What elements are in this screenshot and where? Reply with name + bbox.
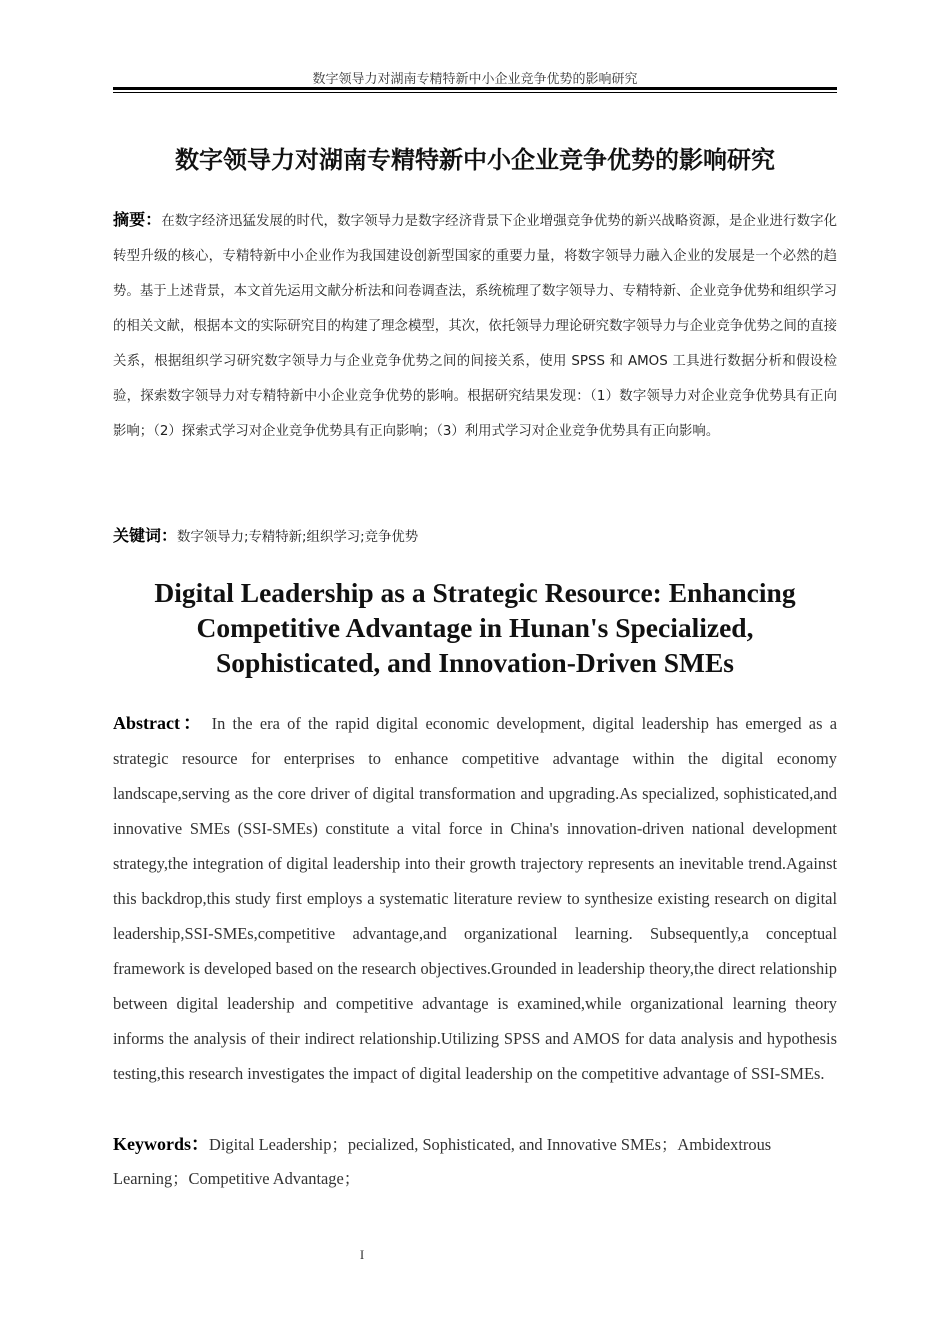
english-keywords-label: Keywords： [113, 1134, 209, 1154]
english-abstract-text: In the era of the rapid digital economic development, digital leadership has emerged as a strategic resource for enterprises to enhance competitive advantage within the digital economy landscape,serving as the core driver of digital transformation and upgrading.As specialized, sophisticated,and innovative SMEs (SSI-SMEs) constitute a vital force in China's innovation-driven national development strategy,the integration of digital leadership into their growth trajectory represents an inevitable trend.Against this backdrop,this study first employs a systematic literature review to synthesize existing research on digital leadership,SSI-SMEs,competitive advantage,and organizational learning. Subsequently,a conceptual framework is developed based on the research objectives.Grounded in leadership theory,the direct relationship between digital leadership and competitive advantage is examined,while organizational learning theory informs the analysis of their indirect relationship.Utilizing SPSS and AMOS for data analysis and hypothesis testing,this research investigates the impact of digital leadership on the competitive advantage of SSI-SMEs. [113, 714, 837, 1083]
english-keywords [113, 1127, 837, 1196]
english-keywords-text: Digital Leadership；pecialized, Sophisticated, and Innovative SMEs；Ambidextrous Learning；Competitive Advantage； [113, 1135, 772, 1188]
header-rule-thick [113, 87, 837, 90]
english-title: Digital Leadership as a Strategic Resource: Enhancing Competitive Advantage in Hunan's Specialized, Sophisticated, and Innovation-Driven SMEs [154, 577, 796, 678]
page-number: I [359, 1247, 365, 1262]
chinese-abstract-label: 摘要： [113, 210, 162, 229]
english-abstract-label: Abstract： [113, 713, 205, 733]
chinese-keywords-label: 关键词： [113, 526, 178, 545]
chinese-abstract [113, 202, 837, 449]
chinese-keywords [113, 518, 837, 555]
chinese-abstract-text: 在数字经济迅猛发展的时代，数字领导力是数字经济背景下企业增强竞争优势的新兴战略资源，是企业进行数字化转型升级的核心，专精特新中小企业作为我国建设创新型国家的重要力量，将数字领导力融入企业的发展是一个必然的趋势。基于上述背景，本文首先运用文献分析法和问卷调查法，系统梳理了数字领导力、专精特新、企业竞争优势和组织学习的相关文献，根据本文的实际研究目的构建了理念模型，其次，依托领导力理论研究数字领导力与企业竞争优势之间的直接关系，根据组织学习研究数字领导力与企业竞争优势之间的间接关系，使用 SPSS 和 AMOS 工具进行数据分析和假设检验，探索数字领导力对专精特新中小企业竞争优势的影响。根据研究结果发现：（1）数字领导力对企业竞争优势具有正向影响；（2）探索式学习对企业竞争优势具有正向影响；（3）利用式学习对企业竞争优势具有正向影响。 [113, 214, 837, 439]
english-abstract [113, 706, 837, 1091]
chinese-keywords-text: 数字领导力;专精特新;组织学习;竞争优势 [177, 530, 419, 545]
header-rule-thin [113, 92, 837, 93]
running-header: 数字领导力对湖南专精特新中小企业竞争优势的影响研究 [312, 72, 638, 87]
chinese-title: 数字领导力对湖南专精特新中小企业竞争优势的影响研究 [175, 146, 775, 174]
